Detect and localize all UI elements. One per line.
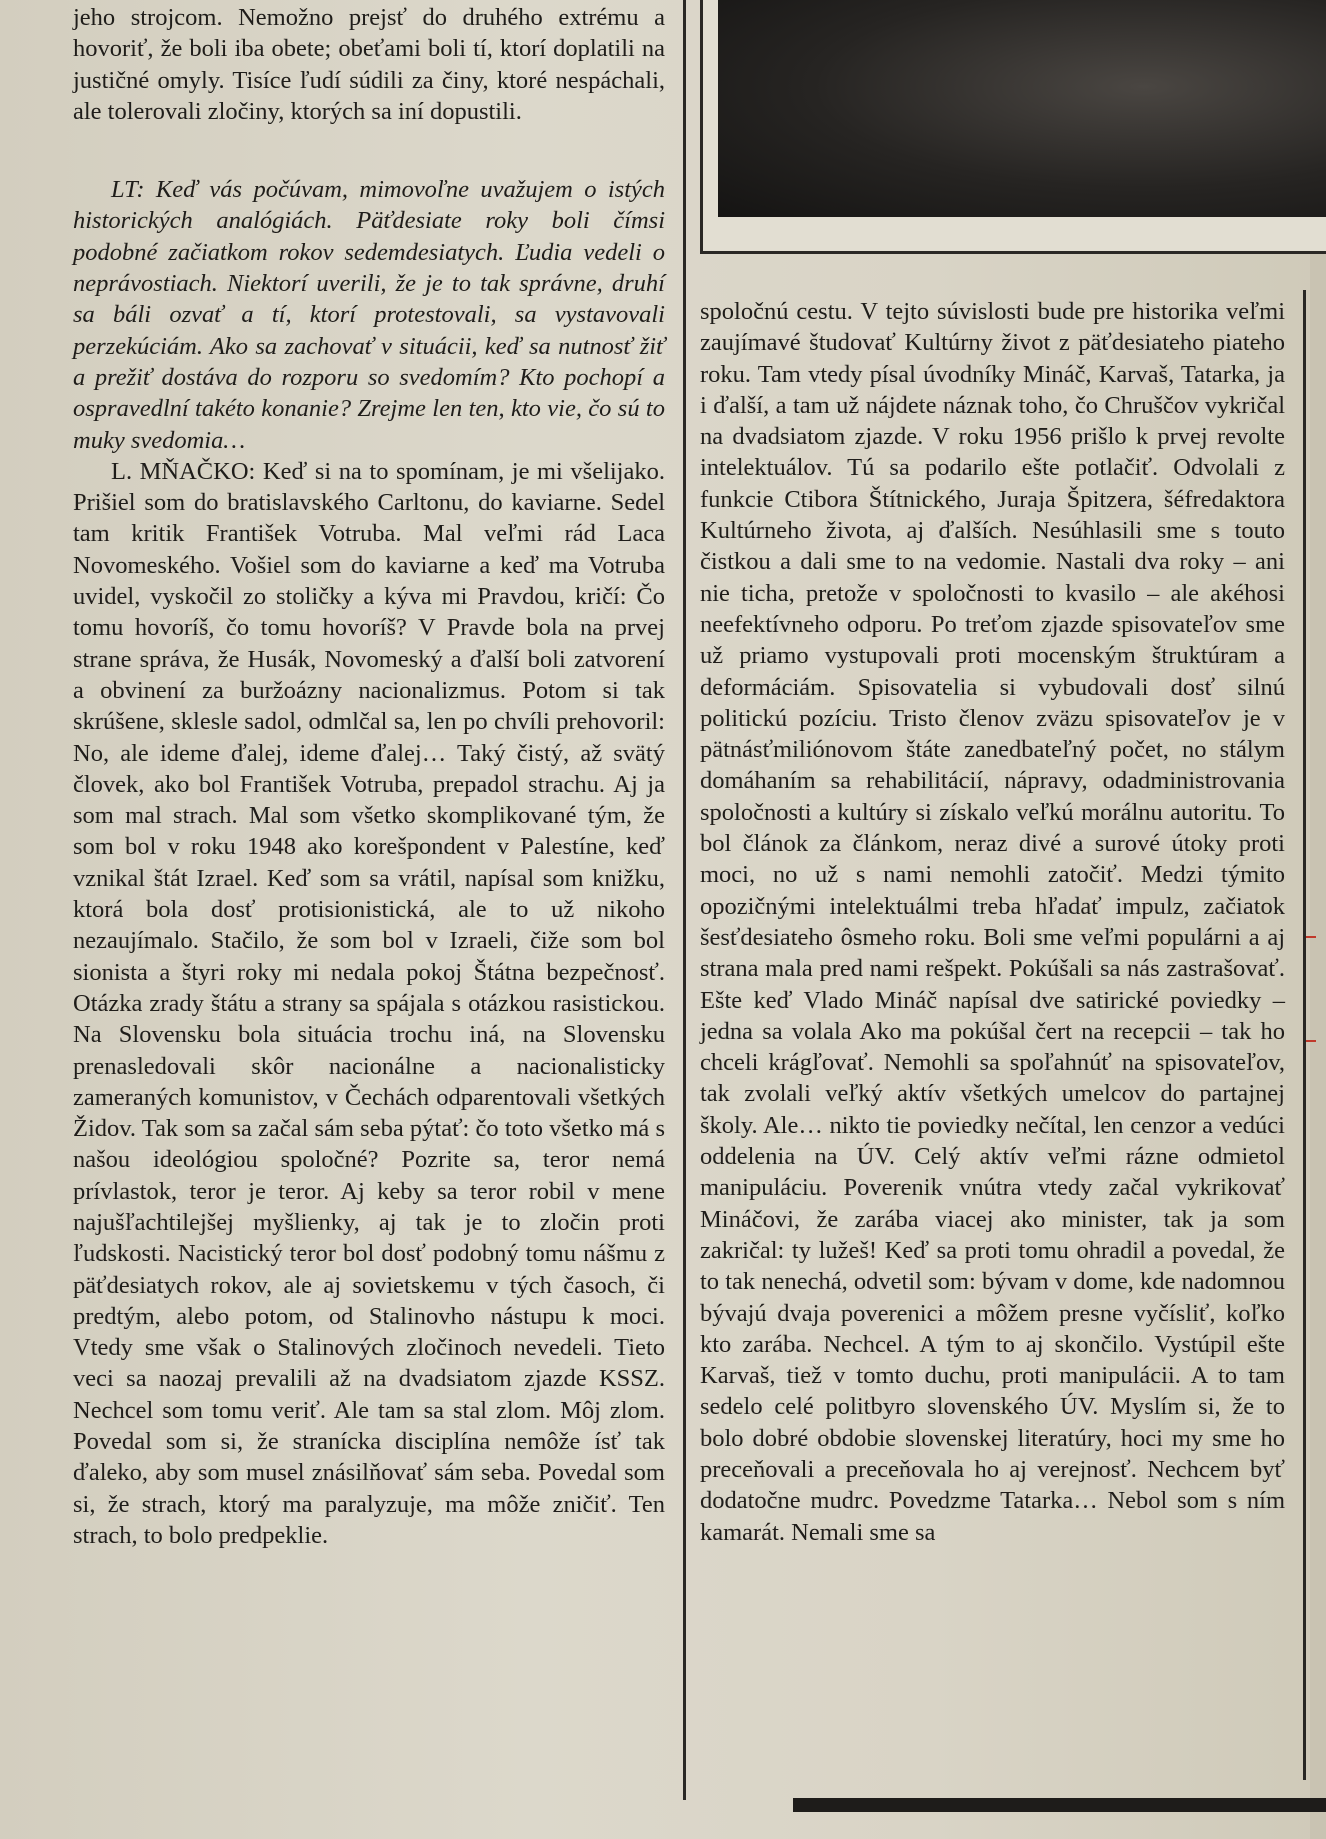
photograph <box>718 0 1326 217</box>
paragraph-continued: spoločnú cestu. V tejto súvislosti bude pre historika veľmi zaujímavé študovať Kultúrny život z päťdesiateho piateho roku. Tam vtedy písal úvodníky Mináč, Karvaš, Tatarka, ja i ďalší, a tam už nájdete náznak toho, čo Chruščov vykričal na dvadsiatom zjazde. V roku 1956 prišlo k prvej revolte intelektuálov. Tú sa podarilo ešte potlačiť. Odvolali z funkcie Ctibora Štítnického, Juraja Špitzera, šéfredaktora Kultúrneho života, aj ďalších. Nesúhlasili sme s touto čistkou a dali sme to na vedomie. Nastali dva roky – ani nie ticha, pretože v spoločnosti to kvasilo – ale akéhosi neefektívneho odporu. Po treťom zjazde spisovateľov sme už priamo vystupovali proti mocenským štruktúram a deformáciám. Spisovatelia si vybudovali dosť silnú politickú pozíciu. Tristo členov zväzu spisovateľov je v pätnásťmiliónovom štáte zanedbateľný počet, no stálym domáhaním sa rehabilitácií, nápravy, odadministrovania spoločnosti a kultúry si získalo veľkú morálnu autoritu. To bol článok za článkom, neraz divé a surové útoky proti moci, no už s nami nemohli zatočiť. Medzi týmito opozičnými intelektuálmi treba hľadať impulz, začiatok šesťdesiateho ôsmeho roku. Boli sme veľmi populárni a aj strana mala pred nami rešpekt. Pokúšali sa nás zastrašovať. Ešte keď Vlado Mináč napísal dve satirické poviedky – jedna sa volala Ako ma pokúšal čert na recepcii – tak ho chceli krágľovať. Nemohli sa spoľahnúť na spisovateľov, tak zvolali veľký aktív všetkých umelcov do partajnej školy. Ale… nikto tie poviedky nečítal, len cenzor a vedúci oddelenia na ÚV. Celý aktív veľmi rázne odmietol manipuláciu. Poverenik vnútra vtedy začal vykrikovať Mináčovi, že zarába viacej ako minister, tak ja som zakričal: ty lužeš! Keď sa proti tomu ohradil a povedal, že to tak nenechá, odvetil som: bývam v dome, kde nadomnou bývajú dvaja poverenici a môžem presne vyčísliť, koľko kto zarába. Nechcel. A tým to aj skončilo. Vystúpil ešte Karvaš, tiež v tomto duchu, proti manipulácii. A to tam sedelo celé politbyro slovenského ÚV. Myslím si, že to bolo dobré obdobie slovenskej literatúry, hoci my sme ho preceňovali a preceňovala ho aj verejnosť. Nechcem byť dodatočne mudrc. Povedzme Tatarka… Nebol som s ním kamarát. Nemali sme sa <box>700 298 1285 1546</box>
right-text-column <box>700 296 1285 1548</box>
paragraph-intro: jeho strojcom. Nemožno prejsť do druhého extrému a hovoriť, že boli iba obete; obeťami boli tí, ktorí doplatili na justičné omyly. Tisíce ľudí súdili za činy, ktoré nespáchali, ale tolerovali zločiny, ktorých sa iní dopustili. <box>73 4 665 125</box>
bottom-heavy-rule <box>793 1798 1326 1812</box>
interviewer-question: LT: Keď vás počúvam, mimovoľne uvažujem o istých historických analógiách. Päťdesiate roky boli čímsi podobné začiatkom rokov sedemdesiatych. Ľudia vedeli o neprávostiach. Niektorí uverili, že je to tak správne, druhí sa báli ozvať a tí, ktorí protestovali, sa vystavovali perzekúciám. Ako sa zachovať v situácii, keď sa nutnosť žiť a prežiť dostáva do rozporu so svedomím? Kto pochopí a ospravedlní takéto konanie? Zrejme len ten, kto vie, čo sú to muky svedomia… <box>73 176 665 454</box>
red-margin-mark <box>1306 1040 1316 1042</box>
column-divider-rule <box>683 0 686 1800</box>
red-margin-mark <box>1306 936 1316 938</box>
adjacent-column-edge <box>1310 254 1326 1839</box>
right-border-rule <box>1303 290 1306 1780</box>
left-text-column <box>73 0 665 1551</box>
interviewee-answer: L. MŇAČKO: Keď si na to spomínam, je mi všelijako. Prišiel som do bratislavského Carltonu, do kaviarne. Sedel tam kritik František Votruba. Mal veľmi rád Laca Novomeského. Vošiel som do kaviarne a keď ma Votruba uvidel, vyskočil zo stoličky a kýva mi Pravdou, kričí: Čo tomu hovoríš, čo tomu hovoríš? V Pravde bola na prvej strane správa, že Husák, Novomeský a ďalší boli zatvorení a obvinení za buržoázny nacionalizmus. Potom si tak skrúšene, sklesle sadol, odmlčal sa, len po chvíli prehovoril: No, ale ideme ďalej, ideme ďalej… Taký čistý, až svätý človek, ako bol František Votruba, prepadol strachu. Aj ja som mal strach. Mal som všetko skomplikované tým, že som bol v roku 1948 ako korešpondent v Palestíne, keď vznikal štát Izrael. Keď som sa vrátil, napísal som knižku, ktorá bola dosť protisionistická, ale to už nikoho nezaujímalo. Stačilo, že som bol v Izraeli, čiže som bol sionista a štyri roky mi nedala pokoj Štátna bezpečnosť. Otázka zrady štátu a strany sa spájala s otázkou rasistickou. Na Slovensku bola situácia trochu iná, na Slovensku prenasledovali skôr nacionálne a nacionalisticky zameraných komunistov, v Čechách odparentovali všetkých Židov. Tak som sa začal sám seba pýtať: čo toto všetko má s našou ideológiou spoločné? Pozrite sa, teror nemá prívlastok, teror je teror. Aj keby sa teror robil v mene najušľachtilejšej myšlienky, aj tak je to zločin proti ľudskosti. Nacistický teror bol dosť podobný tomu nášmu z päťdesiatych rokov, ale aj sovietskemu v tých časoch, či predtým, alebo potom, od Stalinovho nástupu k moci. Vtedy sme však o Stalinových zločinoch nevedeli. Tieto veci sa naozaj prevalili až na dvadsiatom zjazde KSSZ. Nechcel som tomu veriť. Ale tam sa stal zlom. Môj zlom. Povedal som si, že stranícka disciplína nemôže ísť tak ďaleko, aby som musel znásilňovať sám seba. Povedal som si, že strach, ktorý ma paralyzuje, ma môže zničiť. Ten strach, to bolo predpeklie. <box>73 457 665 1549</box>
